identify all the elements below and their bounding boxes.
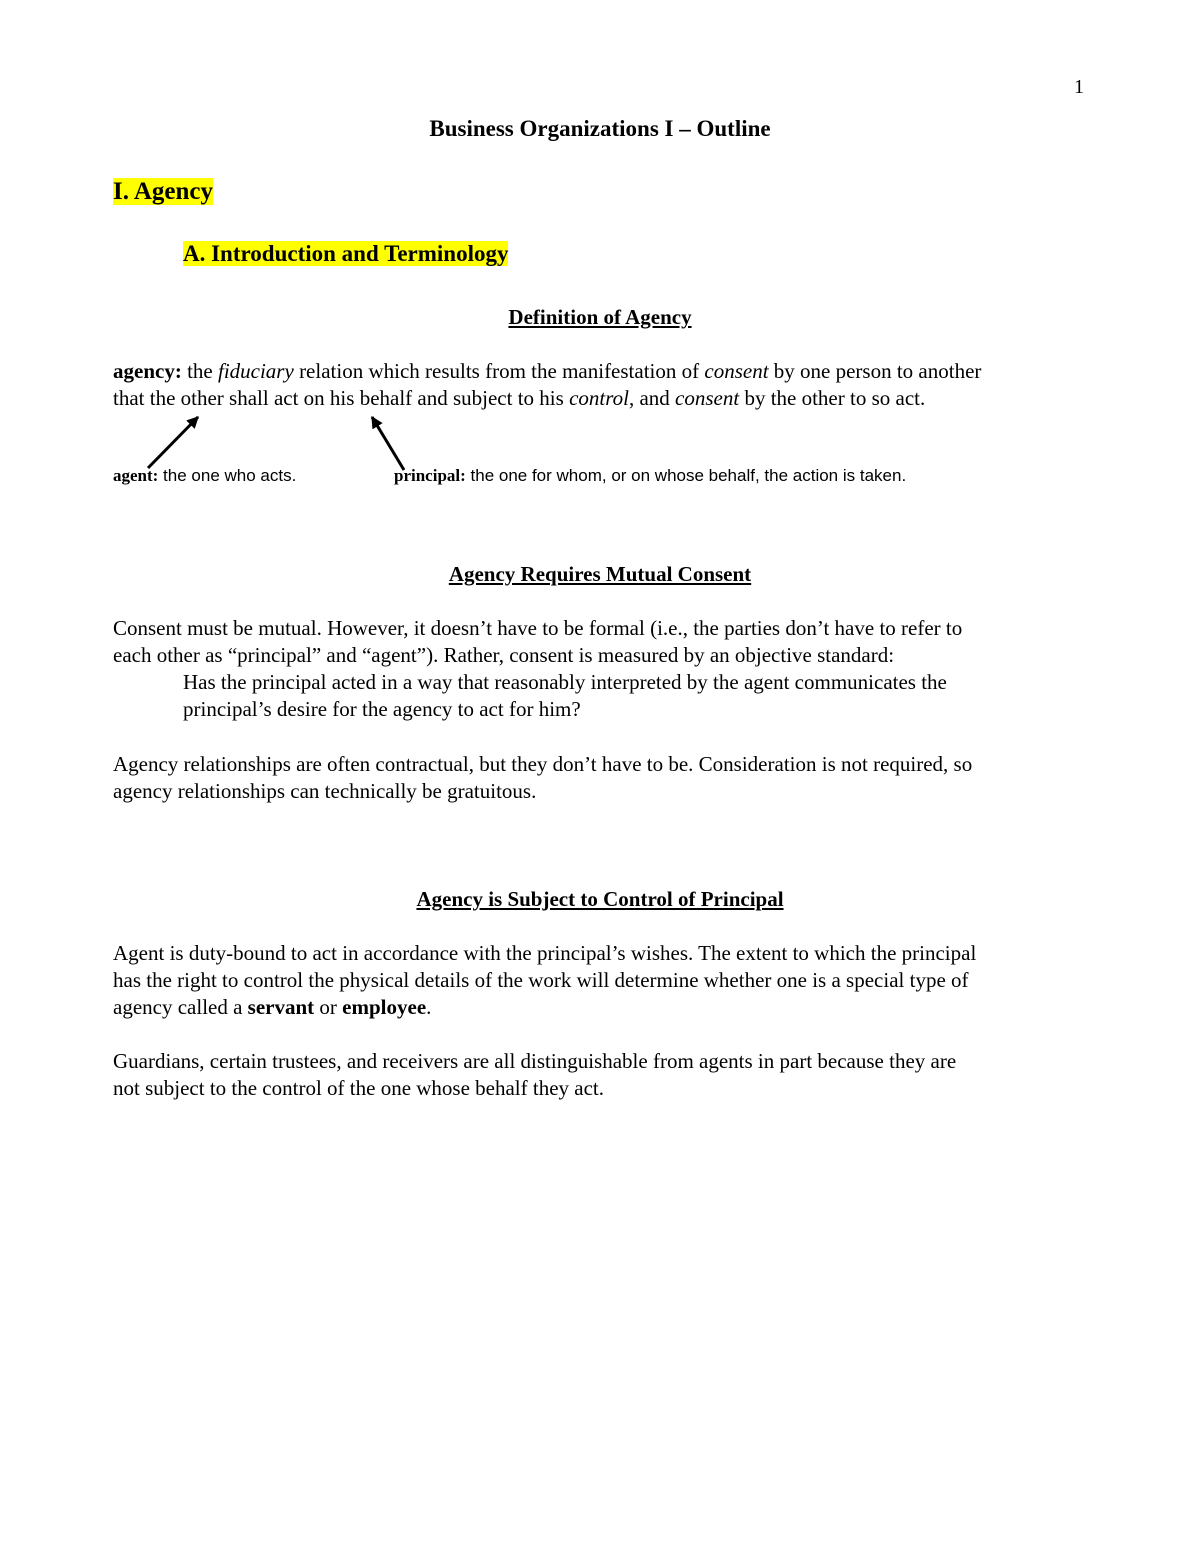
paragraph-line: each other as “principal” and “agent”). Rather, consent is measured by an objective standard: <box>113 643 895 667</box>
text-span: or <box>314 995 343 1019</box>
paragraph-line: Guardians, certain trustees, and receivers are all distinguishable from agents in part because they are <box>113 1049 957 1073</box>
indented-quote-line: Has the principal acted in a way that reasonably interpreted by the agent communicates the <box>183 670 947 694</box>
emphasis-consent: consent <box>704 359 769 383</box>
term-servant: servant <box>247 995 315 1019</box>
term-principal: principal: <box>394 466 466 485</box>
page-number: 1 <box>1074 76 1084 98</box>
paragraph-line: Agency relationships are often contractual, but they don’t have to be. Consideration is not required, so <box>113 752 973 776</box>
paragraph-line: has the right to control the physical details of the work will determine whether one is a special type of <box>113 968 969 992</box>
text-span: the <box>181 359 218 383</box>
text-span: by one person to another <box>768 359 982 383</box>
paragraph-line: Consent must be mutual. However, it doesn’t have to be formal (i.e., the parties don’t have to refer to <box>113 616 963 640</box>
section-title-mutual-consent: Agency Requires Mutual Consent <box>448 562 752 586</box>
paragraph-line <box>113 994 431 1021</box>
indented-quote-line: principal’s desire for the agency to act for him? <box>183 697 581 721</box>
text-span: relation which results from the manifestation of <box>293 359 705 383</box>
emphasis-control: control <box>569 386 629 410</box>
term-employee: employee <box>342 995 427 1019</box>
heading-introduction-text: A. Introduction and Terminology <box>183 241 509 266</box>
text-span: by the other to so act. <box>739 386 926 410</box>
section-title-definition: Definition of Agency <box>508 305 692 329</box>
text-span: the one for whom, or on whose behalf, the action is taken. <box>465 466 907 485</box>
term-agency: agency: <box>113 359 182 383</box>
arrow-agent <box>148 417 198 468</box>
heading-agency-text: I. Agency <box>113 178 213 205</box>
paragraph-line: not subject to the control of the one whose behalf they act. <box>113 1076 605 1100</box>
term-agent: agent: <box>113 466 159 485</box>
text-span: the one who acts. <box>158 466 297 485</box>
principal-definition <box>394 462 906 489</box>
text-span: agency called a <box>113 995 248 1019</box>
section-title-control: Agency is Subject to Control of Principal <box>416 887 784 911</box>
emphasis-consent: consent <box>675 386 740 410</box>
document-title: Business Organizations I – Outline <box>429 116 771 141</box>
agent-definition <box>113 462 296 489</box>
paragraph-line: agency relationships can technically be gratuitous. <box>113 779 537 803</box>
emphasis-fiduciary: fiduciary <box>217 359 294 383</box>
text-span: that the other shall act on his behalf and subject to his <box>113 386 570 410</box>
text-span: . <box>426 995 432 1019</box>
text-span: , and <box>628 386 676 410</box>
paragraph-line: Agent is duty-bound to act in accordance with the principal’s wishes. The extent to which the principal <box>113 941 977 965</box>
